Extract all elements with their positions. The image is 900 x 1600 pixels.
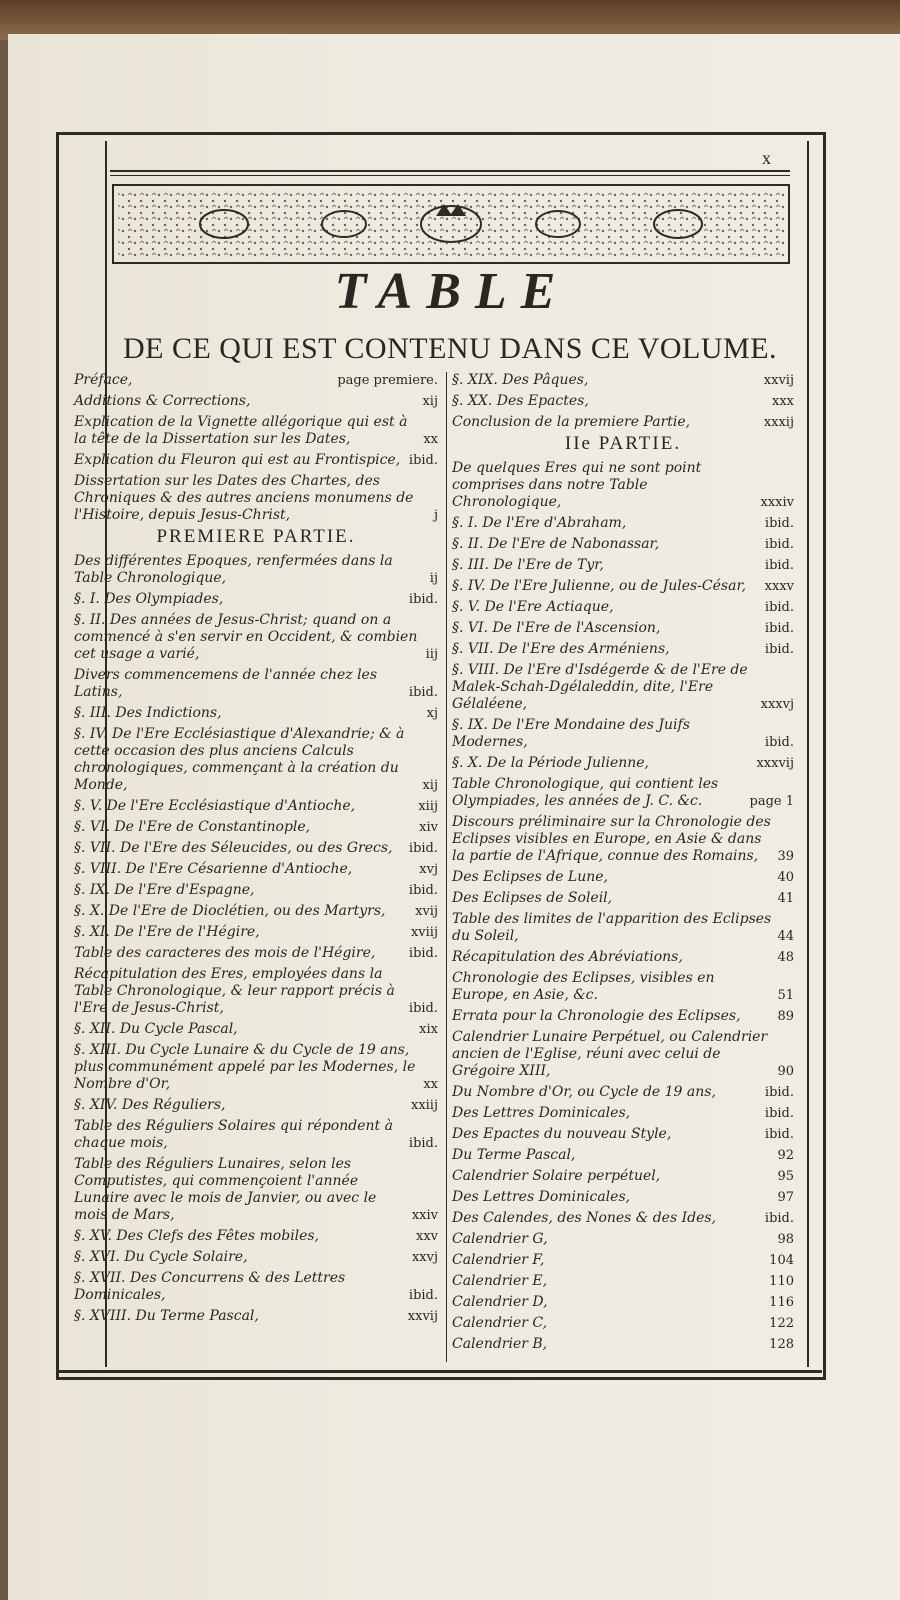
toc-entry-page: xxx bbox=[772, 394, 794, 409]
toc-entry-title: Chronologie des Eclipses, visibles en Europe, en Asie, &c. bbox=[452, 970, 715, 1003]
toc-entry-page: 90 bbox=[777, 1064, 794, 1079]
toc-entry bbox=[452, 1084, 794, 1101]
toc-entry-page: ibid. bbox=[764, 1211, 794, 1226]
toc-entry-page: xxiv bbox=[411, 1208, 438, 1223]
toc-entry bbox=[452, 557, 794, 574]
toc-entry-page: ibid. bbox=[408, 1001, 438, 1016]
toc-entry-title: §. XVII. Des Concurrens & des Lettres Dominicales, bbox=[74, 1270, 346, 1303]
toc-entry-title: Calendrier B, bbox=[452, 1336, 548, 1352]
toc-entry-page: ibid. bbox=[764, 1127, 794, 1142]
toc-entry bbox=[74, 1021, 438, 1038]
toc-entry-page: xj bbox=[426, 706, 438, 721]
column-divider bbox=[446, 372, 447, 1362]
toc-entry-page: page 1 bbox=[749, 794, 794, 809]
toc-entry-title: §. III. De l'Ere de Tyr, bbox=[452, 557, 604, 573]
toc-entry-page: 128 bbox=[769, 1337, 794, 1352]
toc-entry bbox=[452, 1294, 794, 1311]
toc-entry bbox=[452, 776, 794, 810]
page-subtitle: DE CE QUI EST CONTENU DANS CE VOLUME. bbox=[122, 332, 778, 365]
toc-entry bbox=[74, 726, 438, 794]
toc-entry-title: §. I. De l'Ere d'Abraham, bbox=[452, 515, 627, 531]
decorative-headpiece bbox=[112, 184, 790, 264]
toc-entry-title: Discours préliminaire sur la Chronologie des Eclipses visibles en Europe, en Asie & dans la partie de l'Afrique, connue des Romains, bbox=[452, 814, 771, 864]
toc-entry bbox=[74, 1270, 438, 1304]
header-rule bbox=[110, 170, 790, 172]
toc-entry-title: Calendrier C, bbox=[452, 1315, 548, 1331]
toc-entry-page: xij bbox=[422, 778, 438, 793]
toc-entry-title: §. VI. De l'Ere de Constantinople, bbox=[74, 819, 311, 835]
toc-entry-title: Table des Réguliers Solaires qui répondent à chaque mois, bbox=[74, 1118, 393, 1151]
toc-entry bbox=[452, 620, 794, 637]
toc-entry-page: ibid. bbox=[764, 621, 794, 636]
toc-entry bbox=[452, 1210, 794, 1227]
toc-entry-page: 95 bbox=[777, 1169, 794, 1184]
toc-entry-page: j bbox=[433, 508, 438, 523]
toc-entry bbox=[452, 536, 794, 553]
toc-entry bbox=[452, 372, 794, 389]
toc-entry-title: §. XX. Des Epactes, bbox=[452, 393, 589, 409]
toc-entry-page: ibid. bbox=[764, 537, 794, 552]
toc-entry-title: §. V. De l'Ere Actiaque, bbox=[452, 599, 614, 615]
toc-entry-title: Du Terme Pascal, bbox=[452, 1147, 576, 1163]
toc-entry bbox=[74, 861, 438, 878]
toc-entry bbox=[74, 1308, 438, 1325]
toc-entry-page: ibid. bbox=[764, 642, 794, 657]
toc-entry-title: Dissertation sur les Dates des Chartes, des Chroniques & des autres anciens monumens de l'Histoire, depuis Jesus-Christ, bbox=[74, 473, 414, 523]
toc-entry-page: ibid. bbox=[764, 600, 794, 615]
toc-entry-page: 98 bbox=[777, 1232, 794, 1247]
toc-entry-title: §. XI. De l'Ere de l'Hégire, bbox=[74, 924, 260, 940]
toc-entry-page: ibid. bbox=[408, 685, 438, 700]
toc-entry-page: ibid. bbox=[764, 1085, 794, 1100]
toc-entry-page: ibid. bbox=[764, 735, 794, 750]
toc-entry bbox=[452, 641, 794, 658]
toc-entry bbox=[452, 911, 794, 945]
toc-entry-page: ij bbox=[429, 571, 438, 586]
toc-entry-page: ibid. bbox=[764, 516, 794, 531]
toc-entry-page: xiij bbox=[418, 799, 438, 814]
toc-entry bbox=[452, 1231, 794, 1248]
toc-entry-title: Explication du Fleuron qui est au Frontispice, bbox=[74, 452, 401, 468]
toc-entry-title: Conclusion de la premiere Partie, bbox=[452, 414, 691, 430]
toc-entry-page: xvj bbox=[419, 862, 438, 877]
toc-entry bbox=[452, 1008, 794, 1025]
toc-entry bbox=[452, 1189, 794, 1206]
toc-entry-title: Calendrier Solaire perpétuel, bbox=[452, 1168, 661, 1184]
toc-entry bbox=[452, 515, 794, 532]
toc-entry bbox=[74, 591, 438, 608]
toc-entry-title: Des Eclipses de Lune, bbox=[452, 869, 608, 885]
toc-entry-title: §. III. Des Indictions, bbox=[74, 705, 222, 721]
toc-entry-page: 39 bbox=[777, 849, 794, 864]
toc-entry-title: Table des caracteres des mois de l'Hégire, bbox=[74, 945, 376, 961]
toc-entry-title: Divers commencemens de l'année chez les Latins, bbox=[74, 667, 378, 700]
toc-entry-page: 40 bbox=[777, 870, 794, 885]
toc-entry bbox=[452, 755, 794, 772]
toc-entry-title: Récapitulation des Abréviations, bbox=[452, 949, 683, 965]
toc-entry bbox=[74, 819, 438, 836]
toc-entry bbox=[74, 612, 438, 663]
toc-entry bbox=[452, 890, 794, 907]
toc-entry-title: §. XIV. Des Réguliers, bbox=[74, 1097, 226, 1113]
toc-entry bbox=[74, 372, 438, 389]
toc-entry-page: ibid. bbox=[408, 1136, 438, 1151]
toc-entry-page: xxxv bbox=[764, 579, 794, 594]
toc-entry bbox=[74, 882, 438, 899]
ornament-pattern-icon bbox=[114, 186, 788, 262]
toc-entry-title: §. IX. De l'Ere d'Espagne, bbox=[74, 882, 255, 898]
toc-entry bbox=[452, 1168, 794, 1185]
toc-entry-title: Des Eclipses de Soleil, bbox=[452, 890, 613, 906]
section-heading: PREMIERE PARTIE. bbox=[156, 526, 356, 547]
toc-entry-page: ibid. bbox=[408, 453, 438, 468]
toc-entry-title: §. VIII. De l'Ere Césarienne d'Antioche, bbox=[74, 861, 353, 877]
toc-entry-title: Table des Réguliers Lunaires, selon les Computistes, qui commençoient l'année Lunaire avec le mois de Janvier, ou avec le mois de Mars, bbox=[74, 1156, 377, 1223]
toc-entry-title: §. IV. De l'Ere Ecclésiastique d'Alexandrie; & à cette occasion des plus anciens Calculs chronologiques, commençant à la création du Monde, bbox=[74, 726, 405, 793]
toc-entry-title: Calendrier Lunaire Perpétuel, ou Calendrier ancien de l'Eglise, réuni avec celui de Grégoire XIII, bbox=[452, 1029, 768, 1079]
toc-entry-title: Préface, bbox=[74, 372, 133, 388]
toc-entry bbox=[74, 966, 438, 1017]
toc-entry bbox=[452, 970, 794, 1004]
toc-entry-title: Calendrier D, bbox=[452, 1294, 548, 1310]
toc-entry bbox=[452, 1105, 794, 1122]
toc-entry bbox=[74, 924, 438, 941]
toc-entry-page: ibid. bbox=[764, 1106, 794, 1121]
toc-entry-title: §. XIX. Des Pâques, bbox=[452, 372, 589, 388]
toc-entry bbox=[74, 1228, 438, 1245]
toc-entry bbox=[74, 414, 438, 448]
toc-entry-title: Additions & Corrections, bbox=[74, 393, 251, 409]
toc-entry-title: §. XVI. Du Cycle Solaire, bbox=[74, 1249, 248, 1265]
toc-entry-page: 44 bbox=[777, 929, 794, 944]
header-rule-thin bbox=[110, 175, 790, 176]
toc-entry bbox=[452, 578, 794, 595]
toc-entry-page: 110 bbox=[769, 1274, 794, 1289]
right-column bbox=[452, 372, 794, 1357]
toc-entry-page: 48 bbox=[777, 950, 794, 965]
toc-entry-page: xxxij bbox=[763, 415, 794, 430]
toc-entry-page: 97 bbox=[777, 1190, 794, 1205]
toc-entry-title: §. X. De l'Ere de Dioclétien, ou des Martyrs, bbox=[74, 903, 386, 919]
toc-entry-title: §. VIII. De l'Ere d'Isdégerde & de l'Ere de Malek-Schah-Dgélaleddin, dite, l'Ere Gélaléene, bbox=[452, 662, 748, 712]
toc-entry bbox=[74, 452, 438, 469]
toc-entry bbox=[452, 460, 794, 511]
toc-entry-page: 104 bbox=[769, 1253, 794, 1268]
toc-entry bbox=[74, 945, 438, 962]
toc-entry-title: Errata pour la Chronologie des Eclipses, bbox=[452, 1008, 741, 1024]
toc-entry bbox=[74, 798, 438, 815]
toc-entry-title: §. X. De la Période Julienne, bbox=[452, 755, 650, 771]
toc-entry bbox=[74, 1097, 438, 1114]
toc-entry-title: §. IX. De l'Ere Mondaine des Juifs Modernes, bbox=[452, 717, 690, 750]
toc-entry-page: ibid. bbox=[408, 946, 438, 961]
toc-entry-title: §. VI. De l'Ere de l'Ascension, bbox=[452, 620, 661, 636]
toc-entry bbox=[74, 473, 438, 524]
toc-entry-title: §. I. Des Olympiades, bbox=[74, 591, 224, 607]
toc-entry bbox=[74, 553, 438, 587]
toc-entry-page: xx bbox=[423, 1077, 438, 1092]
toc-entry-page: xiv bbox=[419, 820, 438, 835]
toc-entry-title: Des différentes Epoques, renfermées dans la Table Chronologique, bbox=[74, 553, 393, 586]
toc-entry-page: ibid. bbox=[408, 883, 438, 898]
toc-entry-title: §. IV. De l'Ere Julienne, ou de Jules-César, bbox=[452, 578, 747, 594]
toc-entry-page: ibid. bbox=[408, 841, 438, 856]
toc-entry bbox=[452, 1273, 794, 1290]
toc-entry-page: xxv bbox=[415, 1229, 438, 1244]
toc-entry-page: xxvj bbox=[411, 1250, 438, 1265]
toc-entry-title: §. II. De l'Ere de Nabonassar, bbox=[452, 536, 660, 552]
toc-entry bbox=[452, 1315, 794, 1332]
toc-entry-title: §. XVIII. Du Terme Pascal, bbox=[74, 1308, 259, 1324]
toc-entry bbox=[74, 840, 438, 857]
toc-entry-page: 116 bbox=[769, 1295, 794, 1310]
toc-entry-title: §. VII. De l'Ere des Séleucides, ou des Grecs, bbox=[74, 840, 393, 856]
toc-entry bbox=[452, 1147, 794, 1164]
toc-entry-page: xxxvij bbox=[756, 756, 794, 771]
toc-entry-page: 92 bbox=[777, 1148, 794, 1163]
toc-entry-page: ibid. bbox=[408, 1288, 438, 1303]
toc-entry-title: Table des limites de l'apparition des Eclipses du Soleil, bbox=[452, 911, 772, 944]
toc-entry bbox=[452, 393, 794, 410]
toc-entry-page: xij bbox=[422, 394, 438, 409]
section-heading: IIe PARTIE. bbox=[564, 433, 682, 454]
toc-entry-page: xxiij bbox=[410, 1098, 438, 1113]
toc-entry bbox=[74, 1042, 438, 1093]
toc-entry bbox=[452, 662, 794, 713]
toc-entry bbox=[74, 1249, 438, 1266]
toc-entry bbox=[74, 1156, 438, 1224]
toc-entry bbox=[74, 705, 438, 722]
toc-entry bbox=[452, 1252, 794, 1269]
toc-entry-page: xix bbox=[419, 1022, 438, 1037]
toc-entry-page: 51 bbox=[777, 988, 794, 1003]
toc-entry-page: 122 bbox=[769, 1316, 794, 1331]
toc-entry bbox=[74, 393, 438, 410]
left-column bbox=[74, 372, 438, 1329]
toc-entry-page: 41 bbox=[777, 891, 794, 906]
toc-entry-page: ibid. bbox=[408, 592, 438, 607]
toc-entry-page: page premiere. bbox=[337, 373, 438, 388]
toc-entry bbox=[452, 814, 794, 865]
toc-entry bbox=[452, 599, 794, 616]
toc-entry-title: §. XIII. Du Cycle Lunaire & du Cycle de 19 ans, plus communément appelé par les Modernes, le Nombre d'Or, bbox=[74, 1042, 416, 1092]
toc-entry-page: 89 bbox=[777, 1009, 794, 1024]
toc-entry-page: xx bbox=[423, 432, 438, 447]
toc-entry-title: Table Chronologique, qui contient les Olympiades, les années de J. C. &c. bbox=[452, 776, 719, 809]
toc-entry bbox=[452, 869, 794, 886]
toc-entry-page: xviij bbox=[410, 925, 438, 940]
toc-entry-title: Calendrier F, bbox=[452, 1252, 545, 1268]
toc-entry-title: §. VII. De l'Ere des Arméniens, bbox=[452, 641, 670, 657]
toc-entry bbox=[452, 717, 794, 751]
toc-entry-title: Récapitulation des Eres, employées dans la Table Chronologique, & leur rapport précis à l'Ere de Jesus-Christ, bbox=[74, 966, 395, 1016]
toc-entry-page: xxvij bbox=[407, 1309, 438, 1324]
toc-entry-title: Des Calendes, des Nones & des Ides, bbox=[452, 1210, 717, 1226]
toc-entry-title: Calendrier G, bbox=[452, 1231, 548, 1247]
toc-entry-title: Calendrier E, bbox=[452, 1273, 548, 1289]
toc-entry bbox=[452, 1336, 794, 1353]
toc-entry bbox=[452, 1029, 794, 1080]
toc-entry-title: Explication de la Vignette allégorique qui est à la tête de la Dissertation sur les Dates, bbox=[74, 414, 408, 447]
toc-entry-page: xvij bbox=[415, 904, 438, 919]
folio-number: x bbox=[762, 148, 771, 168]
toc-entry-title: Des Lettres Dominicales, bbox=[452, 1189, 631, 1205]
toc-entry bbox=[452, 414, 794, 431]
toc-entry-page: xxxiv bbox=[760, 495, 794, 510]
toc-entry-page: xxvij bbox=[763, 373, 794, 388]
toc-entry bbox=[74, 903, 438, 920]
page-title: TABLE bbox=[334, 263, 570, 320]
toc-entry-title: De quelques Eres qui ne sont point comprises dans notre Table Chronologique, bbox=[452, 460, 702, 510]
toc-entry bbox=[74, 667, 438, 701]
toc-entry-title: Des Lettres Dominicales, bbox=[452, 1105, 631, 1121]
toc-entry-title: §. XV. Des Clefs des Fêtes mobiles, bbox=[74, 1228, 320, 1244]
bottom-rule bbox=[56, 1370, 822, 1373]
toc-entry bbox=[74, 1118, 438, 1152]
toc-entry-title: Des Epactes du nouveau Style, bbox=[452, 1126, 672, 1142]
toc-entry-title: §. XII. Du Cycle Pascal, bbox=[74, 1021, 238, 1037]
toc-entry bbox=[452, 949, 794, 966]
toc-entry-title: §. V. De l'Ere Ecclésiastique d'Antioche, bbox=[74, 798, 356, 814]
toc-entry-title: Du Nombre d'Or, ou Cycle de 19 ans, bbox=[452, 1084, 716, 1100]
toc-entry-page: iij bbox=[425, 647, 438, 662]
toc-entry bbox=[452, 1126, 794, 1143]
toc-entry-page: ibid. bbox=[764, 558, 794, 573]
toc-entry-title: §. II. Des années de Jesus-Christ; quand on a commencé à s'en servir en Occident, & combien cet usage a varié, bbox=[74, 612, 418, 662]
toc-entry-page: xxxvj bbox=[760, 697, 794, 712]
